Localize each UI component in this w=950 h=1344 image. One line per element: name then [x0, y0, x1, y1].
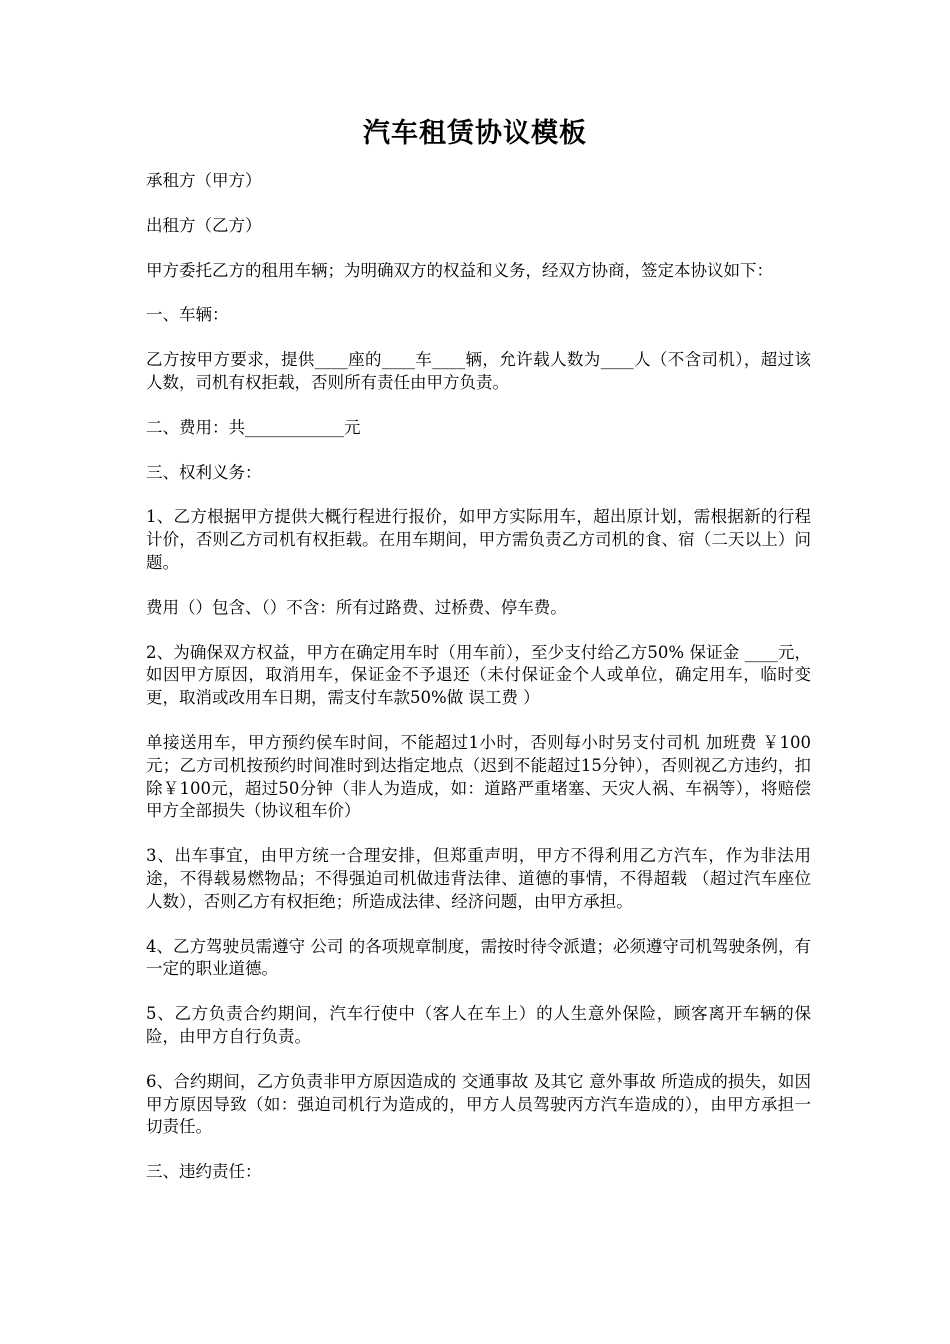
paragraph-vehicle-terms: 乙方按甲方要求，提供____座的____车____辆，允许载人数为____人（不含司机），超过该人数，司机有权拒载，否则所有责任由甲方负责。	[146, 350, 811, 392]
section-heading-rights: 三、权利义务：	[146, 462, 262, 482]
clause-1: 1、乙方根据甲方提供大概行程进行报价，如甲方实际用车，超出原计划，需根据新的行程计价，否则乙方司机有权拒载。在用车期间，甲方需负责乙方司机的食、宿（二天以上）问题。	[146, 507, 811, 572]
document-body	[146, 170, 811, 1206]
paragraph-fee-inclusion: 费用（）包含、（）不含：所有过路费、过桥费、停车费。	[146, 597, 567, 617]
clause-3: 3、出车事宜，由甲方统一合理安排，但郑重声明，甲方不得利用乙方汽车，作为非法用途，不得载易燃物品；不得强迫司机做违背法律、道德的事情，不得超载 （超过汽车座位人数），否则乙方有权拒绝；所造成法律、经济问题，由甲方承担。	[146, 846, 811, 911]
paragraph-pickup-terms: 单接送用车，甲方预约侯车时间，不能超过1小时，否则每小时另支付司机 加班费 ￥100元；乙方司机按预约时间准时到达指定地点（迟到不能超过15分钟），否则视乙方违约，扣除￥100元，超过50分钟（非人为造成，如：道路严重堵塞、天灾人祸、车祸等），将赔偿甲方全部损失（协议租车价）	[146, 732, 811, 821]
section-heading-vehicle: 一、车辆：	[146, 305, 229, 325]
section-heading-breach: 三、违约责任：	[146, 1162, 262, 1182]
clause-4: 4、乙方驾驶员需遵守 公司 的各项规章制度，需按时待令派遣；必须遵守司机驾驶条例，有一定的职业道德。	[146, 936, 811, 979]
section-heading-fee: 二、费用：共____________元	[146, 417, 361, 437]
clause-2: 2、为确保双方权益，甲方在确定用车时（用车前），至少支付给乙方50% 保证金 ____元，如因甲方原因，取消用车，保证金不予退还（未付保证金个人或单位，确定用车，临时变更，取消或改用车日期，需支付车款50%做 误工费 ）	[146, 642, 811, 708]
document-title: 汽车租赁协议模板	[363, 118, 587, 149]
paragraph-lessee: 承租方（甲方）	[146, 171, 262, 190]
clause-6: 6、合约期间，乙方负责非甲方原因造成的 交通事故 及其它 意外事故 所造成的损失，如因甲方原因导致（如：强迫司机行为造成的，甲方人员驾驶丙方汽车造成的），由甲方承担一切责任。	[146, 1071, 811, 1137]
paragraph-lessor: 出租方（乙方）	[146, 215, 262, 235]
clause-5: 5、乙方负责合约期间，汽车行使中（客人在车上）的人生意外保险，顾客离开车辆的保险，由甲方自行负责。	[146, 1004, 811, 1046]
paragraph-preamble: 甲方委托乙方的租用车辆；为明确双方的权益和义务，经双方协商，签定本协议如下：	[146, 260, 773, 280]
